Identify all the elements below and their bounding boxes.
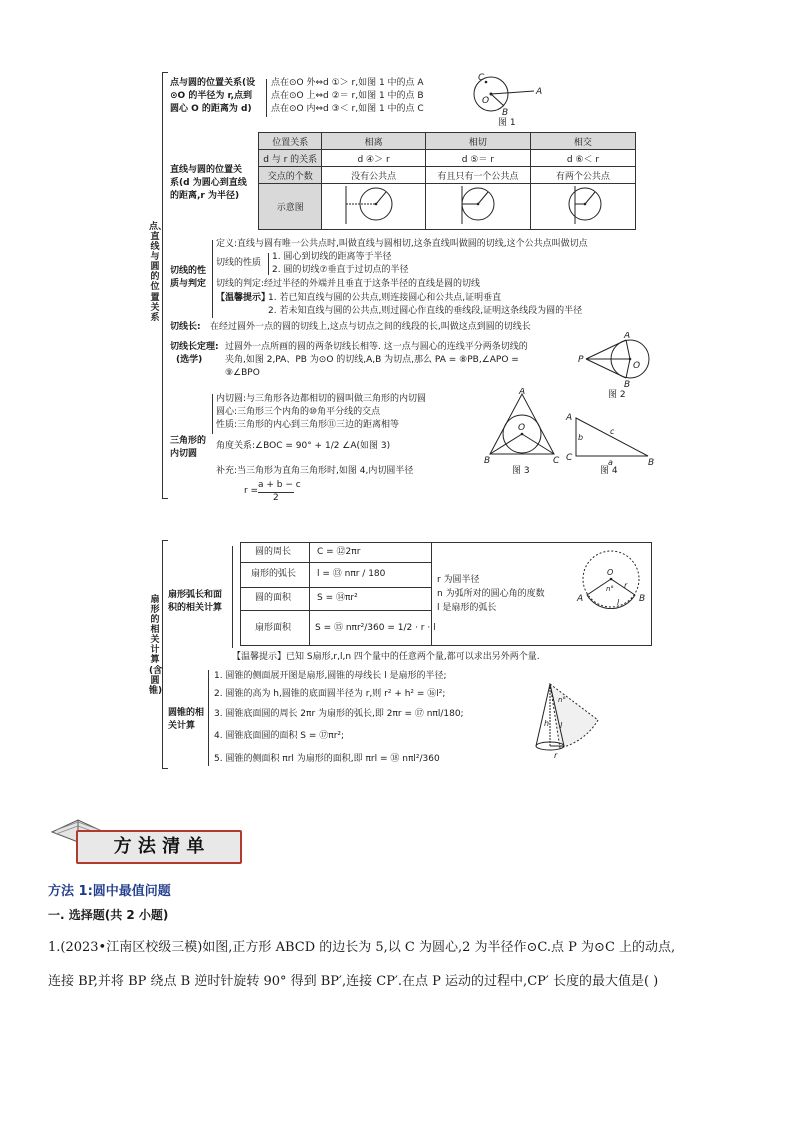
arc-area-tip: 【温馨提示】已知 S扇形,r,l,n 四个量中的任意两个量,都可以求出另外两个量. <box>232 652 540 662</box>
fig4-label-B: B <box>648 458 654 466</box>
tangent-theorem-optional: (选学) <box>176 355 203 365</box>
line-circle-label-l1: 直线与圆的位置关 <box>170 165 243 175</box>
table-row-points-label: 交点的个数 <box>259 167 322 184</box>
cone-label-r: r <box>554 751 558 760</box>
method-title: 方法 1:圆中最值问题 <box>48 884 171 899</box>
sector-label-l: l <box>617 598 620 607</box>
point-outside-text: 点在⊙O 外⇔d ①＞ r,如图 1 中的点 A <box>271 78 424 88</box>
incircle-angle-relation: 角度关系:∠BOC = 90° + 1/2 ∠A(如图 3) <box>216 441 391 451</box>
diagram-tangent <box>425 184 530 230</box>
section-heading: 一. 选择题(共 2 小题) <box>48 908 169 922</box>
arc-row-circle-area-formula: S = ⑭πr² <box>317 593 358 603</box>
tangent-label-l2: 质与判定 <box>170 279 207 289</box>
line-circle-label-l2: 系(d 为圆心到直线 <box>170 178 247 188</box>
line-circle-label-l3: 的距离,r 为半径) <box>170 191 240 201</box>
method-banner-title: 方 法 清 单 <box>113 836 205 857</box>
point-circle-label-l2: ⊙O 的半径为 r,点到 <box>170 91 252 101</box>
sector-diagram <box>571 547 651 609</box>
arc-area-label-l1: 扇形弧长和面 <box>168 590 223 600</box>
incircle-formula-numerator: a + b − c <box>258 480 301 490</box>
line-circle-table <box>258 132 636 230</box>
diagram-intersect <box>530 184 635 230</box>
table-row-dr-label: d 与 r 的关系 <box>259 150 322 167</box>
incircle-definition: 内切圆:与三角形各边都相切的圆叫做三角形的内切圆 <box>216 394 427 404</box>
cone-diagram <box>520 668 610 762</box>
table-cell-dr-intersect: d ⑥＜ r <box>530 150 635 167</box>
fig3-label-C: C <box>553 456 560 464</box>
figure-1-caption: 图 1 <box>498 118 516 128</box>
table-cell-points-separate: 没有公共点 <box>322 167 425 184</box>
tangent-definition: 定义:直线与圆有唯一公共点时,叫做直线与圆相切,这条直线叫做圆的切线,这个公共点叫做切点 <box>216 239 588 249</box>
tangent-property-2: 2. 圆的切线⑦垂直于过切点的半径 <box>272 265 409 275</box>
figure-2-tangent-lines <box>578 332 660 388</box>
fig2-label-P: P <box>578 355 584 365</box>
fig4-label-C: C <box>566 453 573 463</box>
arc-note-radius: r 为圆半径 <box>437 575 480 585</box>
point-on-text: 点在⊙O 上⇔d ②＝ r,如图 1 中的点 B <box>271 91 424 101</box>
sector-label-n: n° <box>606 585 614 593</box>
fig1-label-C: C <box>478 73 485 83</box>
point-circle-label-l1: 点与圆的位置关系(设 <box>170 78 256 88</box>
arc-row-arc-length-name: 扇形的弧长 <box>251 569 297 579</box>
point-circle-label-l3: 圆心 O 的距离为 d) <box>170 104 252 114</box>
figure-4-caption: 图 4 <box>600 466 618 476</box>
table-row-figure-label: 示意图 <box>259 184 322 230</box>
arc-area-label-l2: 积的相关计算 <box>168 603 223 613</box>
section2-sidebar-label: 扇形的相关计算(含圆锥) <box>149 595 163 696</box>
incircle-label-l1: 三角形的 <box>170 436 207 446</box>
cone-fact-2: 2. 圆锥的高为 h,圆锥的底面圆半径为 r,则 r² + h² = ⑯l²; <box>214 689 446 699</box>
arc-row-sector-area-formula: S = ⑮ nπr²/360 = 1/2 · r · l <box>315 623 436 633</box>
cone-fact-3: 3. 圆锥底面圆的周长 2πr 为扇形的弧长,即 2πr = ⑰ nπl/180; <box>214 709 464 719</box>
fig2-label-A: A <box>624 332 631 341</box>
fig4-label-A: A <box>566 413 573 423</box>
cone-fact-5: 5. 圆锥的侧面积 πrl 为扇形的面积,即 πrl = ⑱ nπl²/360 <box>214 754 440 764</box>
tangent-length-label: 切线长: <box>170 322 201 332</box>
cone-label-h: h <box>544 719 550 728</box>
arc-row-circumference-name: 圆的周长 <box>255 547 292 557</box>
incircle-label-l2: 内切圆 <box>170 449 198 459</box>
cone-label-l1: 圆锥的相 <box>168 708 205 718</box>
fig3-label-A: A <box>519 388 526 397</box>
tangent-theorem-l1: 过圆外一点所画的圆的两条切线长相等. 这一点与圆心的连线平分两条切线的 <box>225 342 528 352</box>
incircle-formula-denominator: 2 <box>273 493 279 503</box>
fig2-label-O: O <box>633 361 641 371</box>
arc-row-circle-area-name: 圆的面积 <box>255 593 292 603</box>
question-1-line-2: 连接 BP,并将 BP 绕点 B 逆时针旋转 90° 得到 BP′,连接 CP′.在点 P 运动的过程中,CP′ 长度的最大值是( ) <box>48 974 659 989</box>
arc-row-arc-length-formula: l = ⑬ nπr / 180 <box>317 569 386 579</box>
incircle-formula-lhs: r = <box>244 486 259 496</box>
tangent-theorem-l2: 夹角,如图 2,PA、PB 为⊙O 的切线,A,B 为切点,那么 PA = ⑧PB,∠APO = <box>225 355 519 365</box>
figure-4-right-triangle <box>564 410 654 466</box>
arc-note-angle: n 为弧所对的圆心角的度数 <box>437 589 545 599</box>
table-cell-dr-separate: d ④＞ r <box>322 150 425 167</box>
fig3-label-B: B <box>484 456 491 464</box>
tangent-tip-label: 【温馨提示】 <box>216 293 271 303</box>
table-header-separate: 相离 <box>322 133 425 150</box>
fig3-label-O: O <box>518 423 526 433</box>
tangent-tip-2: 2. 若未知直线与圆的公共点,则过圆心作直线的垂线段,证明这条线段为圆的半径 <box>268 306 583 316</box>
tangent-tip-1: 1. 若已知直线与圆的公共点,则连接圆心和公共点,证明垂直 <box>268 293 502 303</box>
fig4-label-b: b <box>578 433 584 442</box>
sector-label-O: O <box>607 568 614 577</box>
arc-row-circumference-formula: C = ⑫2πr <box>317 547 361 557</box>
figure-3-caption: 图 3 <box>512 466 530 476</box>
incircle-property: 性质:三角形的内心到三角形⑪三边的距离相等 <box>216 420 400 430</box>
arc-area-table <box>240 542 652 646</box>
fig1-label-A: A <box>536 87 543 97</box>
sector-label-B: B <box>639 594 646 604</box>
fig1-label-B: B <box>502 108 509 118</box>
fig4-label-c: c <box>610 427 615 436</box>
cone-label-n: n° <box>558 696 566 704</box>
cone-fact-1: 1. 圆锥的侧面展开图是扇形,圆锥的母线长 l 是扇形的半径; <box>214 671 447 681</box>
tangent-theorem-label: 切线长定理: <box>170 342 219 352</box>
cone-label-l2: 关计算 <box>168 721 196 731</box>
tangent-label-l1: 切线的性 <box>170 266 207 276</box>
sector-label-A: A <box>577 594 584 604</box>
table-header-intersect: 相交 <box>530 133 635 150</box>
table-cell-dr-tangent: d ⑤＝ r <box>425 150 530 167</box>
figure-3-incircle <box>484 388 560 464</box>
fig4-label-a: a <box>608 458 613 466</box>
cone-label-l: l <box>560 721 563 730</box>
question-1-line-1: 1.(2023•江南区校级三模)如图,正方形 ABCD 的边长为 5,以 C 为圆心,2 为半径作⊙C.点 P 为⊙C 上的动点, <box>48 940 676 955</box>
incircle-center: 圆心:三角形三个内角的⑩角平分线的交点 <box>216 407 381 417</box>
sector-label-r: r <box>624 581 628 590</box>
tangent-theorem-l3: ⑨∠BPO <box>225 368 260 378</box>
method-banner <box>48 822 244 868</box>
fig1-label-O: O <box>482 96 490 106</box>
tangent-judgement: 切线的判定:经过半径的外端并且垂直于这条半径的直线是圆的切线 <box>216 279 481 289</box>
diagram-separate <box>322 184 425 230</box>
fig2-label-B: B <box>624 380 631 388</box>
arc-note-arc: l 是扇形的弧长 <box>437 603 497 613</box>
table-cell-points-tangent: 有且只有一个公共点 <box>425 167 530 184</box>
tangent-length-text: 在经过圆外一点的圆的切线上,这点与切点之间的线段的长,叫做这点到圆的切线长 <box>210 322 531 332</box>
point-inside-text: 点在⊙O 内⇔d ③＜ r,如图 1 中的点 C <box>271 104 424 114</box>
section1-sidebar-label: 点、直线与圆的位置关系 <box>149 222 168 323</box>
figure-2-caption: 图 2 <box>608 390 626 400</box>
incircle-supplement: 补充:当三角形为直角三角形时,如图 4,内切圆半径 <box>216 466 414 476</box>
tangent-property-1: 1. 圆心到切线的距离等于半径 <box>272 252 392 262</box>
table-header-relation: 位置关系 <box>259 133 322 150</box>
tangent-property-label: 切线的性质 <box>216 258 262 268</box>
cone-fact-4: 4. 圆锥底面圆的面积 S = ⑰πr²; <box>214 731 345 741</box>
arc-row-sector-area-name: 扇形面积 <box>255 623 292 633</box>
table-header-tangent: 相切 <box>425 133 530 150</box>
table-cell-points-intersect: 有两个公共点 <box>530 167 635 184</box>
